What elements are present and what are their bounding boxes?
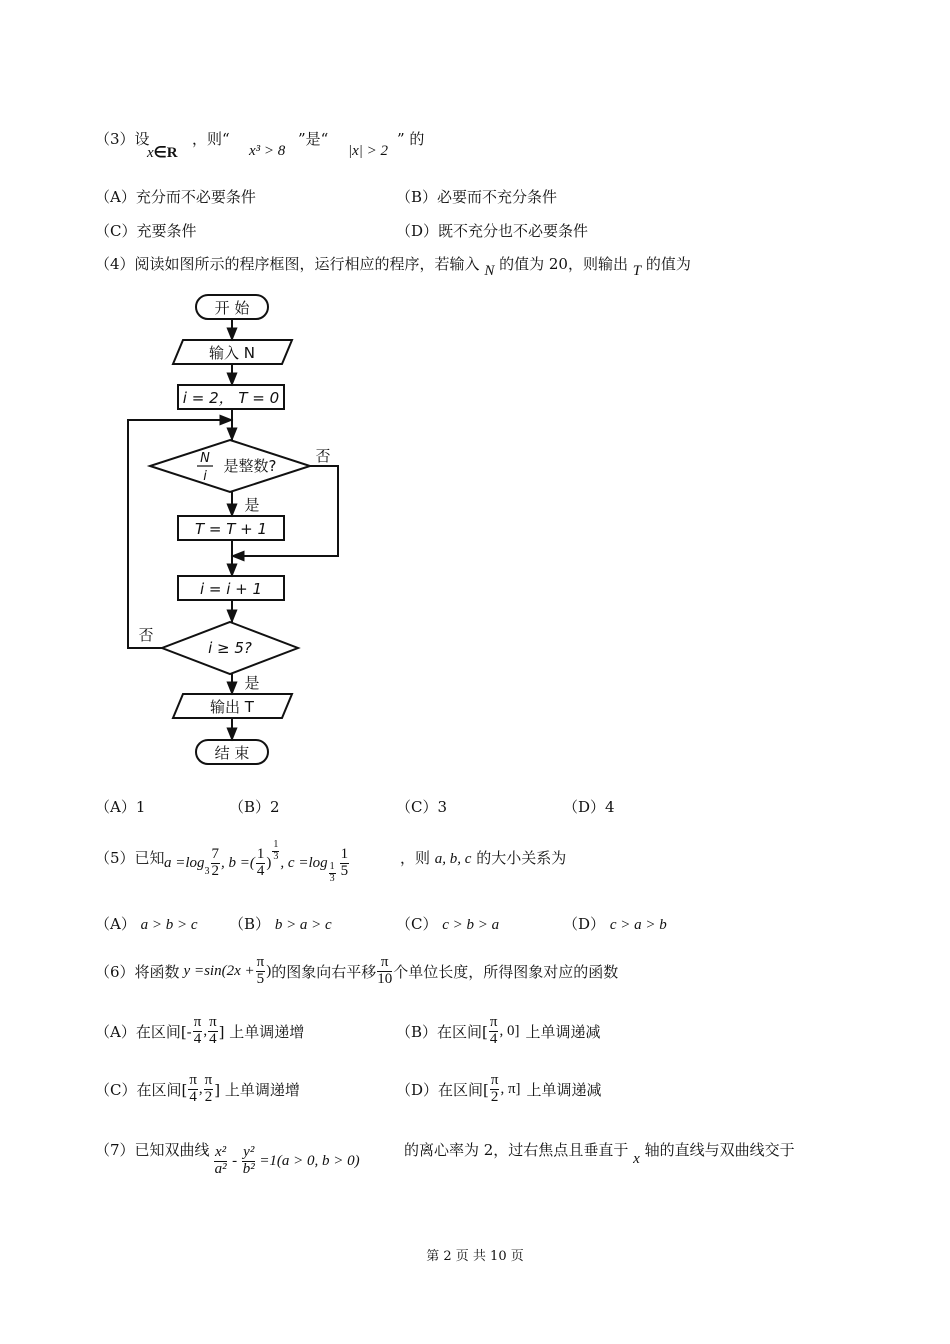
q4-option-a: （A）1	[95, 798, 146, 816]
q3-end: ” 的	[397, 130, 425, 148]
flow-yes-label-1: 是	[244, 496, 260, 514]
flow-assign-i-text: i = i + 1	[199, 580, 263, 598]
flow-init-text: i = 2， T = 0	[182, 389, 280, 407]
q4-question: （4）阅读如图所示的程序框图，运行相应的程序，若输入 N 的值为 20，则输出 T 的值为	[95, 255, 691, 279]
q3-cond1: x³ > 8	[249, 143, 286, 159]
q3-option-d: （D）既不充分也不必要条件	[396, 222, 589, 240]
page-footer: 第 2 页 共 10 页	[426, 1249, 524, 1264]
q6-option-b: （B）在区间[ $\frac{\pi}{4}$ , 0] 上单调递减	[396, 1013, 601, 1047]
flowchart	[120, 288, 360, 773]
flow-yes-label-2: 是	[244, 674, 260, 692]
q4-option-c: （C）3	[396, 798, 448, 816]
q4-option-b: （B）2	[229, 798, 280, 816]
q3-mid: ”是“	[298, 130, 329, 148]
q3-option-b: （B）必要而不充分条件	[396, 188, 558, 206]
flow-no-label-2: 否	[138, 626, 154, 644]
flow-input-text: 输入 N	[209, 344, 255, 362]
flow-end-text: 结 束	[214, 744, 250, 762]
q4-option-d: （D）4	[563, 798, 615, 816]
q6-option-d: （D）在区间[ $\frac{\pi}{2}$ , π] 上单调递减	[396, 1071, 602, 1105]
q5-label: （5）已知	[95, 849, 165, 867]
q6-option-c: （C）在区间[ $\frac{\pi}{4}$ , $\frac{\pi}{2}$ ] 上单调递增	[95, 1071, 300, 1105]
q5-tail: ，则 a, b, c 的大小关系为	[400, 849, 567, 867]
q3-then: ，则“	[192, 130, 230, 148]
flow-cond1-den: i	[203, 469, 207, 484]
q5-option-a: （A） a > b > c	[95, 915, 198, 933]
q5-option-c: （C） c > b > a	[396, 915, 500, 933]
q5-expression: a =log 3 $\frac{7}{2}$ , b =( $\frac{1}{4}$ ) $\frac{1}{3}$ , c =log $\frac{1}{3}$ $\frac{1}{5}$	[164, 839, 349, 884]
q3-set-x: x∈R	[147, 145, 178, 161]
flow-output-text: 输出 T	[210, 698, 254, 716]
flow-no-label-1: 否	[315, 447, 331, 465]
flow-cond2-text: i ≥ 5?	[208, 639, 252, 657]
q5-option-b: （B） b > a > c	[229, 915, 332, 933]
q5-option-d: （D） c > a > b	[563, 915, 667, 933]
q3-cond2: |x| > 2	[348, 143, 389, 159]
flow-cond1-num: N	[200, 451, 210, 466]
q7-tail: 的离心率为 2，过右焦点且垂直于 x 轴的直线与双曲线交于	[404, 1141, 795, 1167]
flow-cond1-text: 是整数?	[223, 457, 277, 475]
flow-assign-t-text: T = T + 1	[194, 520, 268, 538]
q6-option-a: （A）在区间[- $\frac{\pi}{4}$ , $\frac{\pi}{4}$ ] 上单调递增	[95, 1013, 305, 1047]
flow-start-text: 开 始	[214, 299, 250, 317]
q3-option-a: （A）充分而不必要条件	[95, 188, 256, 206]
q3-question: （3）设	[95, 130, 150, 148]
q7-equation: $\frac{\text{x²}}{\text{a²}}$ - $\frac{\text{y²}}{\text{b²}}$ =1(a > 0, b > 0)	[214, 1143, 360, 1177]
q3-option-c: （C）充要条件	[95, 222, 197, 240]
q7-label: （7）已知双曲线	[95, 1141, 210, 1159]
q6-question: （6）将函数 y =sin(2x + $\frac{\pi}{5}$ ) 的图象向右平移 $\frac{\pi}{10}$ 个单位长度，所得图象对应的函数	[95, 953, 619, 987]
